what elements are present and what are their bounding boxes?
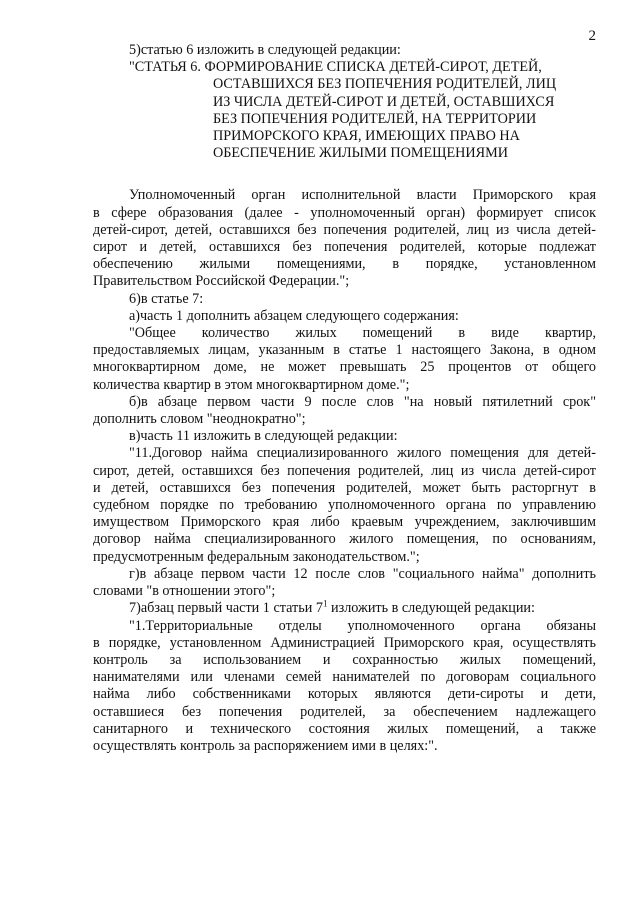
- article-6-heading-line-1: "СТАТЬЯ 6. ФОРМИРОВАНИЕ СПИСКА ДЕТЕЙ-СИРОТ, ДЕТЕЙ,: [129, 59, 542, 76]
- item-6a-intro: а)часть 1 дополнить абзацем следующего содержания:: [129, 307, 459, 324]
- paragraph-line: санитарного и технического состояния жилых помещений, а также: [93, 720, 596, 737]
- paragraph-line: дополнить словом "неоднократно";: [93, 411, 306, 428]
- paragraph-line: обеспечению жилыми помещениями, в порядке, установленном: [93, 256, 596, 273]
- paragraph-line: осуществлять контроль за распоряжением ими в целях:".: [93, 737, 438, 754]
- item-6b-paragraph: [93, 394, 596, 428]
- item-6v-paragraph: [93, 445, 596, 565]
- paragraph-line: словами "в отношении этого";: [93, 583, 276, 600]
- paragraph-line: оставшиеся без попечения родителей, за обеспечением надлежащего: [93, 703, 596, 720]
- article-superscript: 1: [322, 598, 328, 609]
- item-6a-paragraph: [93, 325, 596, 394]
- article-6-heading-line-5: ПРИМОРСКОГО КРАЯ, ИМЕЮЩИХ ПРАВО НА: [213, 128, 520, 145]
- item-6v-intro: в)часть 11 изложить в следующей редакции:: [129, 428, 398, 445]
- paragraph-line: нанимателями или членами семей нанимателей по договорам социального: [93, 669, 596, 686]
- paragraph-line: судебном порядке по требованию уполномоченного органа по управлению: [93, 497, 596, 514]
- item-7-paragraph: [93, 618, 596, 756]
- item-6g-paragraph: [93, 566, 596, 600]
- page-number: 2: [588, 28, 596, 44]
- item-7-intro: [93, 600, 596, 617]
- item-6-intro: 6)в статье 7:: [129, 290, 204, 307]
- article-6-heading-line-6: ОБЕСПЕЧЕНИЕ ЖИЛЫМИ ПОМЕЩЕНИЯМИ: [213, 145, 508, 162]
- paragraph-line: сирот, детей, оставшихся без попечения родителей, лиц из числа детей-сирот: [93, 462, 596, 479]
- paragraph-line: "1.Территориальные отделы уполномоченного органа обязаны: [129, 617, 596, 634]
- article-6-paragraph: [93, 187, 596, 290]
- paragraph-line: многоквартирном доме, не может превышать 25 процентов от общего: [93, 359, 596, 376]
- paragraph-line: детей-сирот, детей, оставшихся без попечения родителей, лиц из числа детей-: [93, 221, 596, 238]
- paragraph-line: б)в абзаце первом части 9 после слов "на новый пятилетний срок": [129, 393, 596, 410]
- paragraph-line: Уполномоченный орган исполнительной власти Приморского края: [129, 187, 596, 204]
- document-body: [93, 42, 596, 755]
- paragraph-line: предоставляемых лицам, указанным в статье 1 настоящего Закона, в одном: [93, 342, 596, 359]
- article-6-heading-line-4: БЕЗ ПОПЕЧЕНИЯ РОДИТЕЛЕЙ, НА ТЕРРИТОРИИ: [213, 110, 537, 127]
- paragraph-line: "Общее количество жилых помещений в виде квартир,: [129, 325, 596, 342]
- paragraph-line: г)в абзаце первом части 12 после слов "социального найма" дополнить: [129, 565, 596, 582]
- paragraph-line: и детей, оставшихся без попечения родителей, может быть расторгнут в: [93, 479, 596, 496]
- paragraph-line: имуществом Приморского края либо краевым учреждением, заключившим: [93, 514, 596, 531]
- paragraph-line: количества квартир в этом многоквартирном доме.";: [93, 376, 410, 393]
- paragraph-line: в порядке, установленном Администрацией Приморского края, осуществлять: [93, 634, 596, 651]
- spacer: [93, 162, 596, 187]
- paragraph-line: контроль за использованием и сохранностью жилых помещений,: [93, 651, 596, 668]
- article-6-heading-line-3: ИЗ ЧИСЛА ДЕТЕЙ-СИРОТ И ДЕТЕЙ, ОСТАВШИХСЯ: [213, 93, 555, 110]
- paragraph-line: договор найма специализированного жилого помещения, по основаниям,: [93, 531, 596, 548]
- item-7-intro-tail: изложить в следующей редакции:: [327, 600, 535, 617]
- article-6-heading: [93, 76, 596, 162]
- paragraph-line: в сфере образования (далее - уполномоченный орган) формирует список: [93, 204, 596, 221]
- paragraph-line: предусмотренным федеральным законодательством.";: [93, 548, 420, 565]
- item-5-intro: 5)статью 6 изложить в следующей редакции:: [129, 42, 401, 58]
- paragraph-line: "11.Договор найма специализированного жилого помещения для детей-: [129, 445, 596, 462]
- paragraph-line: сирот и детей, оставшихся без попечения родителей, которые подлежат: [93, 239, 596, 256]
- item-7-intro-text: 7)абзац первый части 1 статьи 7: [129, 600, 323, 617]
- paragraph-line: найма либо собственниками которых являются дети-сироты и дети,: [93, 686, 596, 703]
- article-6-heading-line-2: ОСТАВШИХСЯ БЕЗ ПОПЕЧЕНИЯ РОДИТЕЛЕЙ, ЛИЦ: [213, 76, 557, 93]
- paragraph-line: Правительством Российской Федерации.";: [93, 273, 350, 290]
